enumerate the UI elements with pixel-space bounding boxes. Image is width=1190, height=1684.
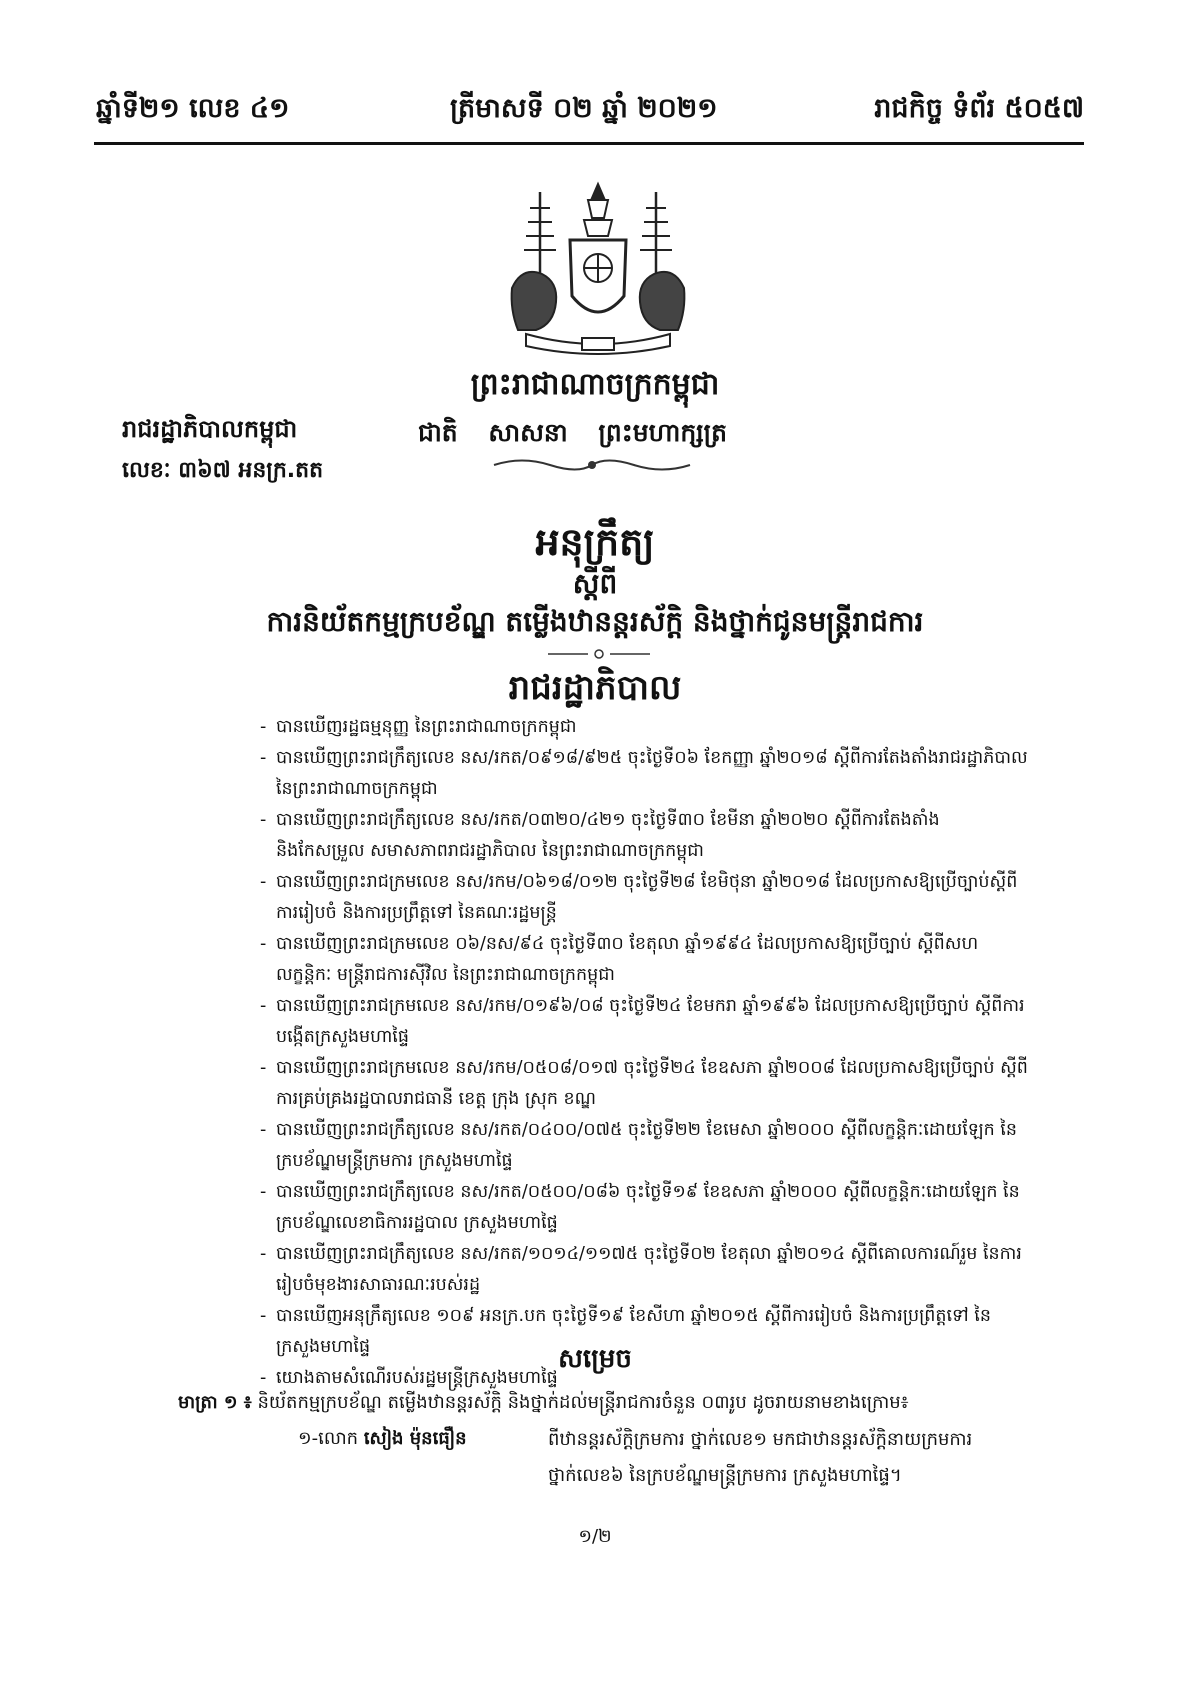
- government-heading: រាជរដ្ឋាភិបាល: [508, 668, 682, 708]
- royal-arms-emblem: [500, 178, 696, 362]
- ornament-divider: [492, 456, 692, 474]
- appointee-detail: ពីឋានន្តរស័ក្តិក្រមការ ថ្នាក់លេខ១ មកជាឋានន្តរស័ក្តិនាយក្រមការ ថ្នាក់លេខ៦ នៃក្របខ័ណ្ឌមន្ត្រីក្រមការ ក្រសួងមហាផ្ទៃ។: [548, 1429, 973, 1486]
- issuing-government: រាជរដ្ឋាភិបាលកម្ពុជា: [122, 415, 298, 443]
- appointee-name-line: [298, 1422, 467, 1456]
- recital-item: - បានឃើញព្រះរាជក្រឹត្យលេខ នស/រកត/០៤០០/០៧៥ ចុះថ្ងៃទី២២ ខែមេសា ឆ្នាំ២០០០ ស្តីពីលក្ខន្តិកៈដោយឡែក នៃក្របខ័ណ្ឌមន្ត្រីក្រមការ ក្រសួងមហាផ្ទៃ: [260, 1115, 1030, 1177]
- title-subject: ការនិយ័តកម្មក្របខ័ណ្ឌ តម្លើងឋានន្តរស័ក្តិ និងថ្នាក់ជូនមន្ត្រីរាជការ: [266, 605, 924, 638]
- article-1-label: មាត្រា ១ ៖: [178, 1392, 252, 1413]
- title-concerning: ស្តីពី: [572, 567, 618, 600]
- recital-item: - បានឃើញព្រះរាជក្រមលេខ នស/រកម/០៥០៨/០១៧ ចុះថ្ងៃទី២៤ ខែឧសភា ឆ្នាំ២០០៨ ដែលប្រកាសឱ្យប្រើច្បាប់ ស្តីពីការគ្រប់គ្រងរដ្ឋបាលរាជធានី ខេត្ត ក្រុង ស្រុក ខណ្ឌ: [260, 1053, 1030, 1115]
- recital-item: - យោងតាមសំណើរបស់រដ្ឋមន្ត្រីក្រសួងមហាផ្ទៃ: [260, 1363, 1030, 1394]
- document-number: លេខៈ ៣៦៧ អនក្រ.តត: [122, 458, 324, 483]
- decides-heading: សម្រេច: [558, 1344, 632, 1374]
- article-1-text: និយ័តកម្មក្របខ័ណ្ឌ តម្លើងឋានន្តរស័ក្តិ និងថ្នាក់ដល់មន្ត្រីរាជការចំនួន ០៣រូប ដូចរាយនាមខាងក្រោម៖: [257, 1392, 909, 1413]
- header-year-issue: ឆ្នាំទី២១ លេខ ៤១: [96, 93, 290, 124]
- kingdom-name: ព្រះរាជាណាចក្រកម្ពុជា: [470, 367, 720, 402]
- article-1: [178, 1386, 1038, 1420]
- recital-item: - បានឃើញព្រះរាជក្រឹត្យលេខ នស/រកត/០៣២០/៤២១ ចុះថ្ងៃទី៣០ ខែមីនា ឆ្នាំ២០២០ ស្តីពីការតែងតាំង និងកែសម្រួល សមាសភាពរាជរដ្ឋាភិបាល នៃព្រះរាជាណាចក្រកម្ពុជា: [260, 805, 1030, 867]
- header-rule: [94, 142, 1084, 145]
- header-quarter: ត្រីមាសទី ០២ ឆ្នាំ ២០២១: [450, 93, 718, 124]
- page-number: ១/២: [578, 1526, 612, 1547]
- recitals-list: [260, 712, 1030, 1394]
- recital-item: - បានឃើញព្រះរាជក្រឹត្យលេខ នស/រកត/០៩១៨/៩២៥ ចុះថ្ងៃទី០៦ ខែកញ្ញា ឆ្នាំ២០១៨ ស្តីពីការតែងតាំងរាជរដ្ឋាភិបាល នៃព្រះរាជាណាចក្រកម្ពុជា: [260, 743, 1030, 805]
- ornament-divider-small: [548, 648, 650, 660]
- recital-item: - បានឃើញព្រះរាជក្រឹត្យលេខ នស/រកត/១០១៤/១១៧៥ ចុះថ្ងៃទី០២ ខែតុលា ឆ្នាំ២០១៤ ស្តីពីគោលការណ៍រួម នៃការ រៀបចំមុខងារសាធារណៈរបស់រដ្ឋ: [260, 1239, 1030, 1301]
- national-motto: ជាតិ សាសនា ព្រះមហាក្សត្រ: [418, 418, 727, 447]
- appointee-name: សៀង ម៉ុនធឿន: [363, 1428, 467, 1449]
- recital-item: - បានឃើញព្រះរាជក្រមលេខ ០៦/នស/៩៤ ចុះថ្ងៃទី៣០ ខែតុលា ឆ្នាំ១៩៩៤ ដែលប្រកាសឱ្យប្រើច្បាប់ ស្តីពីសហលក្ខន្តិកៈ មន្ត្រីរាជការស៊ីវិល នៃព្រះរាជាណាចក្រកម្ពុជា: [260, 929, 1030, 991]
- recital-item: - បានឃើញព្រះរាជក្រមលេខ នស/រកម/០១៩៦/០៨ ចុះថ្ងៃទី២៤ ខែមករា ឆ្នាំ១៩៩៦ ដែលប្រកាសឱ្យប្រើច្បាប់ ស្តីពីការបង្កើតក្រសួងមហាផ្ទៃ: [260, 991, 1030, 1053]
- recital-item: - បានឃើញអនុក្រឹត្យលេខ ១០៩ អនក្រ.បក ចុះថ្ងៃទី១៩ ខែសីហា ឆ្នាំ២០១៥ ស្តីពីការរៀបចំ និងការប្រព្រឹត្តទៅ នៃ ក្រសួងមហាផ្ទៃ: [260, 1301, 1030, 1363]
- recital-item: - បានឃើញព្រះរាជក្រឹត្យលេខ នស/រកត/០៥០០/០៨៦ ចុះថ្ងៃទី១៩ ខែឧសភា ឆ្នាំ២០០០ ស្តីពីលក្ខន្តិកៈដោយឡែក នៃក្របខ័ណ្ឌលេខាធិការរដ្ឋបាល ក្រសួងមហាផ្ទៃ: [260, 1177, 1030, 1239]
- document-type-title: អនុក្រឹត្យ: [535, 520, 655, 564]
- header-page-ref: រាជកិច្ច ទំព័រ ៥០៥៧: [874, 93, 1084, 124]
- appointee-prefix: ១-លោក: [298, 1428, 359, 1449]
- recital-item: - បានឃើញរដ្ឋធម្មនុញ្ញ នៃព្រះរាជាណាចក្រកម្ពុជា: [260, 712, 1030, 743]
- recital-item: - បានឃើញព្រះរាជក្រមលេខ នស/រកម/០៦១៨/០១២ ចុះថ្ងៃទី២៨ ខែមិថុនា ឆ្នាំ២០១៨ ដែលប្រកាសឱ្យប្រើច្បាប់ស្តីពី ការរៀបចំ និងការប្រព្រឹត្តទៅ នៃគណៈរដ្ឋមន្ត្រី: [260, 867, 1030, 929]
